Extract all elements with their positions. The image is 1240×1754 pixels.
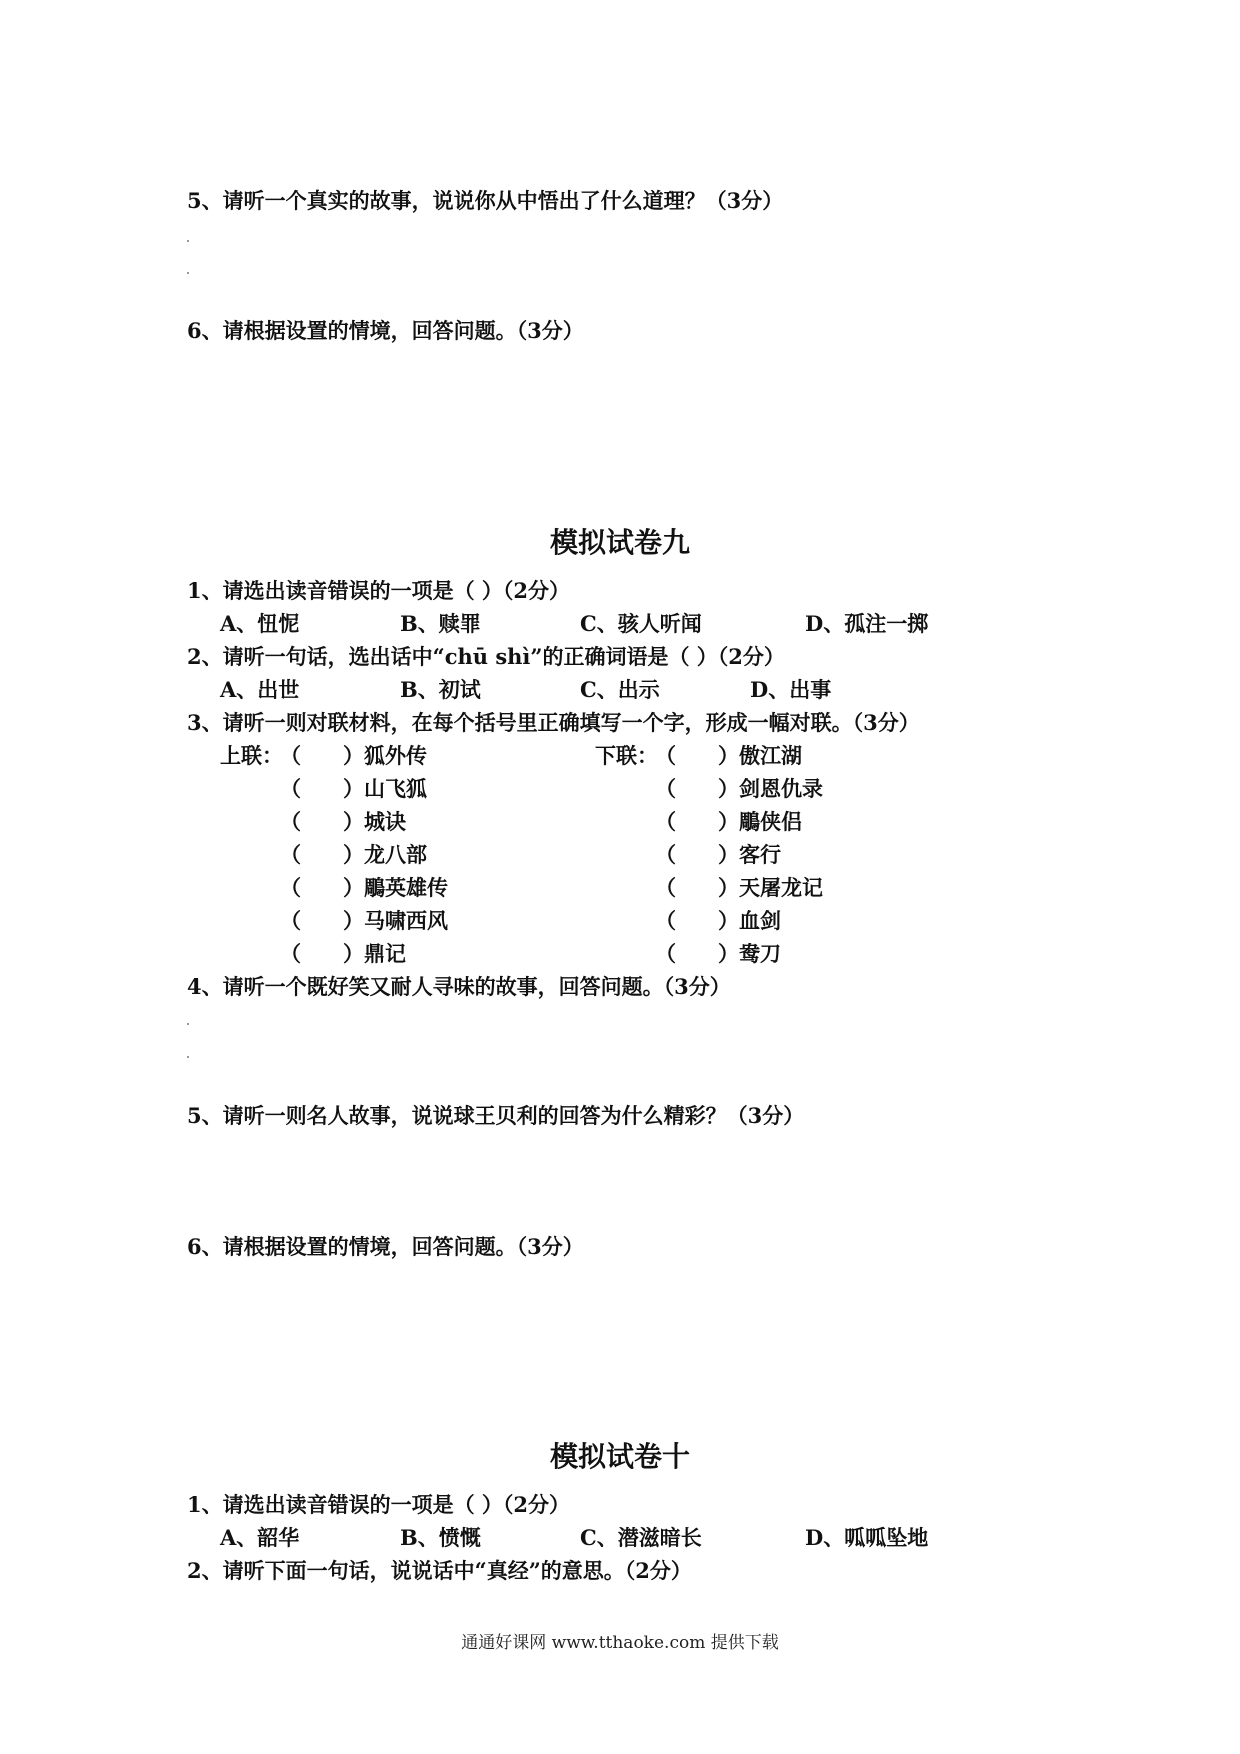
paper10-title: 模拟试卷十	[549, 1440, 690, 1473]
paper9-question-5: 5、请听一则名人故事，说说球王贝利的回答为什么精彩？（3分）	[187, 1103, 805, 1128]
couplet-lower-item: （ ）天屠龙记	[655, 875, 823, 900]
paper9-title: 模拟试卷九	[549, 526, 690, 559]
couplet-lower-item: （ ）客行	[655, 842, 781, 867]
paper10-question-2: 2、请听下面一句话，说说话中“真经”的意思。（2分）	[187, 1558, 692, 1583]
paper9-question-4: 4、请听一个既好笑又耐人寻味的故事，回答问题。（3分）	[187, 974, 731, 999]
couplet-upper-item: （ ）鼎记	[280, 941, 406, 966]
couplet-lower-item: （ ）血剑	[655, 908, 781, 933]
couplet-upper-item: （ ）狐外传	[280, 743, 427, 768]
couplet-upper-item: （ ）山飞狐	[280, 776, 427, 801]
paper9-q2-option-a: A、出世	[220, 677, 300, 702]
couplet-upper-item: （ ）鵰英雄传	[280, 875, 448, 900]
paper9-q2-option-b: B、初试	[400, 677, 481, 702]
paper9-q1-option-a: A、忸怩	[220, 611, 300, 636]
couplet-upper-item: （ ）龙八部	[280, 842, 427, 867]
scan-speck	[187, 272, 189, 274]
paper9-q2-option-d: D、出事	[750, 677, 832, 702]
couplet-upper-item: （ ）城诀	[280, 809, 406, 834]
couplet-lower-item: （ ）剑恩仇录	[655, 776, 823, 801]
paper9-question-3: 3、请听一则对联材料，在每个括号里正确填写一个字，形成一幅对联。（3分）	[187, 710, 920, 735]
couplet-upper-item: （ ）马啸西风	[280, 908, 448, 933]
paper9-q1-option-b: B、赎罪	[400, 611, 481, 636]
paper9-question-1: 1、请选出读音错误的一项是（ ）（2分）	[187, 578, 571, 603]
scan-speck	[187, 1023, 189, 1025]
paper10-q1-option-d: D、呱呱坠地	[805, 1525, 929, 1550]
paper9-q1-option-c: C、骇人听闻	[580, 611, 702, 636]
couplet-lower-item: （ ）傲江湖	[655, 743, 802, 768]
paper10-question-1: 1、请选出读音错误的一项是（ ）（2分）	[187, 1492, 571, 1517]
paper9-question-2: 2、请听一句话，选出话中“chū shì”的正确词语是（ ）（2分）	[187, 644, 785, 669]
paper9-question-6: 6、请根据设置的情境，回答问题。（3分）	[187, 1234, 584, 1259]
scan-speck	[187, 240, 189, 242]
paper8-question-5: 5、请听一个真实的故事，说说你从中悟出了什么道理？（3分）	[187, 188, 784, 213]
paper9-q2-option-c: C、出示	[580, 677, 660, 702]
page-footer: 通通好课网 www.tthaoke.com 提供下载	[461, 1633, 779, 1653]
paper10-q1-option-a: A、韶华	[220, 1525, 300, 1550]
paper9-q1-option-d: D、孤注一掷	[805, 611, 929, 636]
paper10-q1-option-b: B、愤慨	[400, 1525, 481, 1550]
scan-speck	[187, 1056, 189, 1058]
couplet-lower-label: 下联：	[595, 743, 658, 768]
couplet-lower-item: （ ）鵰侠侣	[655, 809, 802, 834]
paper10-q1-option-c: C、潜滋暗长	[580, 1525, 702, 1550]
couplet-upper-label: 上联：	[220, 743, 283, 768]
couplet-lower-item: （ ）鸯刀	[655, 941, 781, 966]
paper8-question-6: 6、请根据设置的情境，回答问题。（3分）	[187, 318, 584, 343]
